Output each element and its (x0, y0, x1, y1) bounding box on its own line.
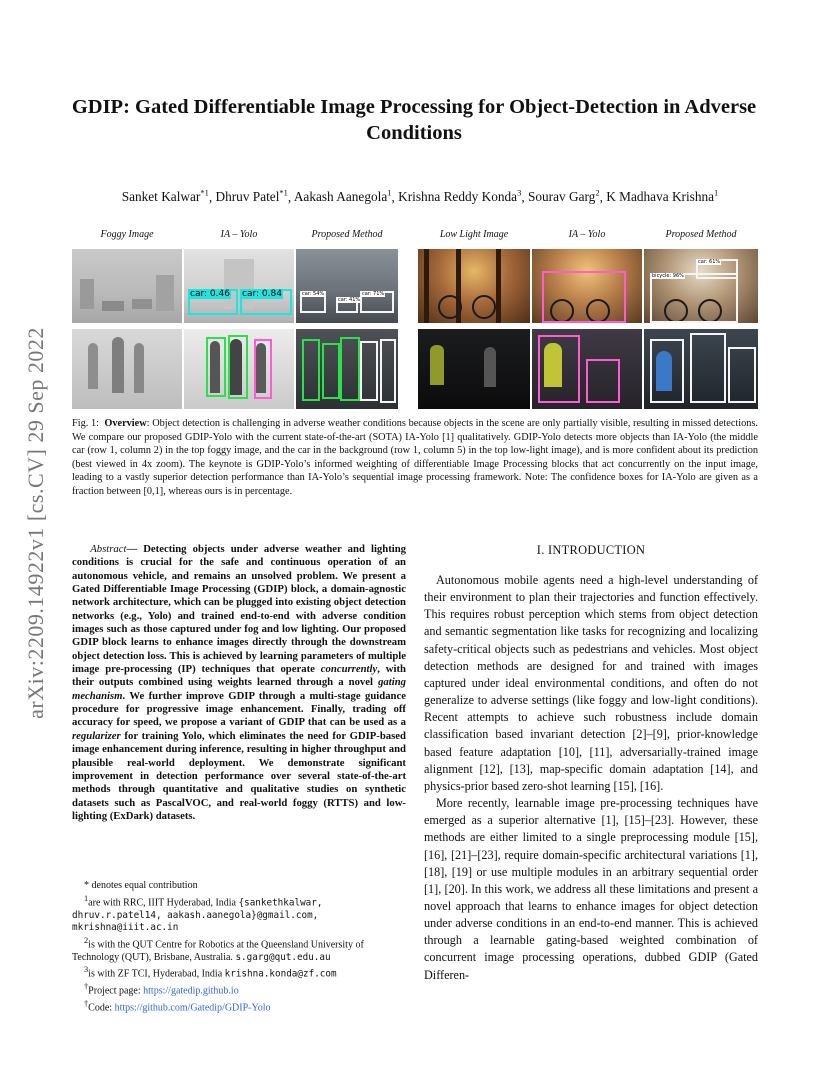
figure-label: Proposed Method (665, 229, 737, 240)
author: Dhruv Patel$^{*1}$ (215, 188, 288, 205)
code-link[interactable]: https://github.com/Gatedip/GDIP-Yolo (114, 1002, 271, 1014)
foggy-pedestrians-image (72, 329, 182, 409)
figure-caption: Fig. 1: Overview: Object detection is challenging in adverse weather conditions because objects in the scene are only partially visible, resulting in missed detections. We compare our proposed GDIP-Yolo with the current state-of-the-art (SOTA) IA-Yolo [1] qualitatively. GDIP-Yolo detects more objects than IA-Yolo (the middle car (row 1, column 2) in the top foggy image, and the car in the background (row 1, column 5) in the top low-light image), and is more confident about its prediction (best viewed in 4x zoom). The keynote is GDIP-Yolo’s informed weighting of differentiable Image Processing blocks that act concurrently on the input image, leading to a vastly superior detection performance than IA-Yolo’s sequential image processing framework. Note: The confidence boxes for IA-Yolo are given as a fraction between [0,1], whereas ours is in percentage. (72, 418, 758, 497)
footnotes (72, 880, 406, 1015)
ia-yolo-foggy-image (184, 249, 294, 323)
proposed-foggy-image (296, 249, 398, 323)
footnote-project: †Project page: https://gatedip.github.io (84, 982, 239, 997)
foggy-street-image (72, 249, 182, 323)
figure-label: Proposed Method (311, 229, 383, 240)
proposed-low-light-image (644, 249, 758, 323)
paper-title: GDIP: Gated Differentiable Image Processing for Object-Detection in Adverse Conditions (71, 96, 757, 144)
footnote-code: †Code: https://github.com/Gatedip/GDIP-Yolo (84, 999, 271, 1014)
detection-label: car: 54% (302, 291, 325, 297)
intro-paragraph: More recently, learnable image pre-processing techniques have emerged as a superior alternative [1], [15]–[23]. However, these methods are either limited to a single preprocessing module [15], [16], [21]–[23], require domain-specific architectural variations [1], [18], [19] or use multiple modules in an arbitrary sequential order [1], [20]. In this work, we address all these limitations and present a novel approach that learns to enhance images for object detection under adverse conditions in an end-to-end manner. This is achieved through a learnable gating-based weighted combination of concurrent image processing operations, dubbed GDIP (Gated Differen- (424, 796, 758, 982)
author-list: Sanket Kalwar$^{*1}$, Dhruv Patel$^{*1}$, Aakash Aanegola$^1$, Krishna Reddy Konda$^3$, Sourav Garg$^2$, K Madhava Krishna$^1$ (121, 188, 719, 205)
footnote-2: $^2$is with the QUT Centre for Robotics at the Queensland University of Technology (QUT), Brisbane, Australia. s.garg@qut.edu.au (72, 935, 364, 963)
figure-label: IA – Yolo (220, 229, 258, 240)
introduction-text (424, 572, 758, 984)
footnote-3: $^3$is with ZF TCI, Hyderabad, India krishna.konda@zf.com (84, 965, 337, 980)
author: Sanket Kalwar$^{*1}$ (121, 188, 209, 205)
proposed-cyclists-image (644, 329, 758, 409)
ia-yolo-pedestrians-image (184, 329, 294, 409)
proposed-pedestrians-image (296, 329, 398, 409)
figure-label: IA – Yolo (568, 229, 606, 240)
detection-label: car: 71% (362, 291, 385, 297)
detection-label: car: 61% (698, 259, 721, 265)
figure-label: Low Light Image (439, 229, 509, 240)
author: Aakash Aanegola$^1$ (293, 188, 392, 205)
ia-yolo-low-light-image (532, 249, 642, 323)
figure-label: Foggy Image (100, 229, 154, 240)
detection-label: bicycle: 96% (652, 273, 684, 279)
intro-paragraph: Autonomous mobile agents need a high-level understanding of their environment to plan their trajectories and function effectively. This requires robust perception which stems from object detection and semantic segmentation like tasks for recognizing and localizing safety-critical objects such as pedestrians and vehicles. Most object detection methods are designed for and trained with images captured under ideal environmental conditions, and often do not generalize to adverse settings (like foggy and low-light conditions). Recent attempts to achieve such robustness include domain classification based invariant detection [2]–[9], prior-knowledge based feature adaptation [10], [11], adversarially-trained image alignment [12], [13], map-specific domain adaptation [14], and physics-prior based zero-shot learning [15], [16]. (424, 573, 758, 793)
author: Sourav Garg$^2$ (527, 188, 600, 205)
footnote-equal: * denotes equal contribution (84, 880, 198, 891)
project-page-link[interactable]: https://gatedip.github.io (143, 985, 239, 997)
detection-label: car: 0.46 (190, 289, 230, 299)
author: K Madhava Krishna$^1$ (606, 188, 719, 205)
section-heading: I. INTRODUCTION (536, 543, 646, 557)
footnote-1: $^1$are with RRC, IIIT Hyderabad, India {sankethkalwar, dhruv.r.patel14, aakash.aanegola}@gmail.com, mkrishna@iiit.ac.in (72, 893, 323, 934)
detection-label: car: 0.84 (242, 289, 282, 299)
low-light-bicycle-image (418, 249, 530, 323)
figure-1 (72, 229, 758, 411)
low-light-cyclists-image (418, 329, 530, 409)
abstract: Abstract— Detecting objects under adverse weather and lighting conditions is crucial for the safe and continuous operation of an autonomous vehicle, and remains an unsolved problem. We present a Gated Differentiable Image Processing (GDIP) block, a domain-agnostic network architecture, which can be plugged into existing object detection networks (e.g., Yolo) and trained end-to-end with adverse condition images such as those captured under fog and low lighting. Our proposed GDIP block learns to enhance images directly through the downstream object detection loss. This is achieved by learning parameters of multiple image pre-processing (IP) techniques that operate concurrently, with their outputs combined using weights learned through a novel gating mechanism. We further improve GDIP through a multi-stage guidance procedure for progressive image enhancement. Finally, trading off accuracy for speed, we propose a variant of GDIP that can be used as a regularizer for training Yolo, which eliminates the need for GDIP-based image enhancement during inference, resulting in higher throughput and plausible real-world deployment. We demonstrate significant improvement in detection performance over several state-of-the-art methods through quantitative and qualitative studies on synthetic datasets such as PascalVOC, and real-world foggy (RTTS) and low-lighting (ExDark) datasets. (72, 543, 407, 822)
detection-label: car: 41% (338, 297, 361, 303)
ia-yolo-cyclists-image (532, 329, 642, 409)
arxiv-stamp-text: arXiv:2209.14922v1 [cs.CV] 29 Sep 2022 (23, 327, 48, 719)
author: Krishna Reddy Konda$^3$ (398, 188, 522, 205)
arxiv-stamp (16, 288, 56, 758)
